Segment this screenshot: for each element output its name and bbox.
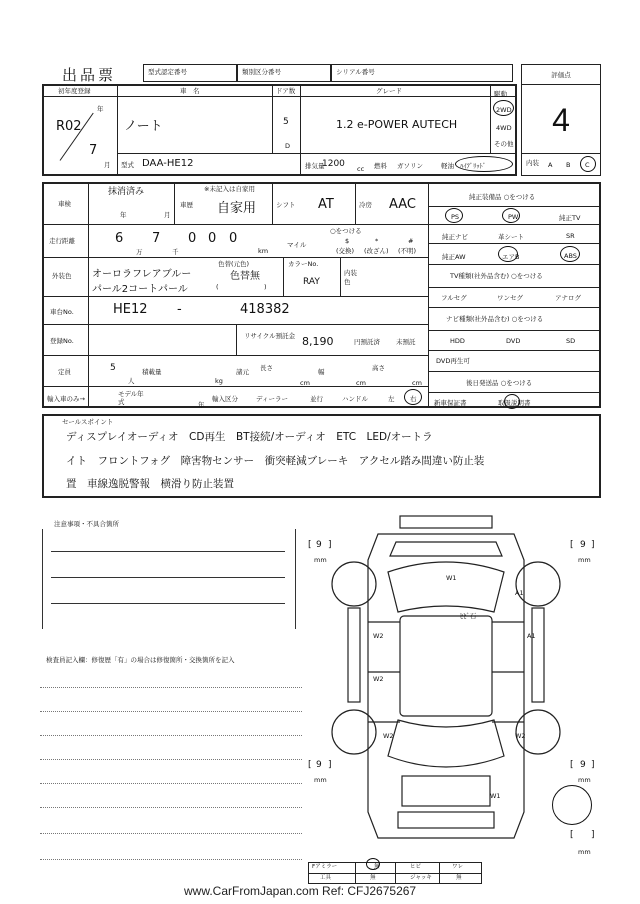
navi-title: ナビ種類(社外品含む) ○をつける: [446, 315, 544, 323]
mileage-unit: km: [258, 247, 269, 255]
rear-bumper-shape: [398, 812, 494, 828]
interior-c-circle: [580, 156, 596, 172]
capacity-value: 5: [110, 363, 116, 373]
drive-2wd: 2WD: [496, 106, 512, 114]
legend-nashi-2: 無: [456, 875, 462, 881]
tire-fr-br: ]: [591, 540, 595, 550]
fuel-label: 燃料: [374, 162, 387, 170]
doors-unit: D: [285, 142, 291, 150]
dims-len: 長さ: [260, 364, 273, 372]
tire-fr-unit: mm: [578, 556, 591, 564]
later-title: 後日発送品 ○をつける: [466, 379, 533, 387]
footer-watermark: www.CarFromJapan.com Ref: CFJ2675267: [184, 884, 417, 898]
history-value: 自家用: [217, 201, 257, 216]
recycle-no: 未預託: [396, 338, 416, 346]
tire-sp-br: ]: [591, 830, 595, 840]
damage-w2-l2: W2: [373, 675, 384, 683]
mileage-u1: 万: [136, 248, 143, 256]
shift-value: AT: [318, 197, 334, 212]
mileage-label: 走行距離: [49, 237, 75, 245]
mileage-unknown: (不明): [398, 247, 417, 255]
doors-value: 5: [283, 117, 289, 127]
frame-label: 車台No.: [50, 308, 74, 316]
engine-unit: cc: [357, 165, 365, 173]
damage-w2-lb: W2: [383, 732, 394, 740]
later-manual: 取扱説明書: [498, 399, 531, 407]
wheel-fl: [332, 562, 376, 606]
damage-chip: ﾋﾋﾞ石: [460, 612, 477, 620]
reg-year-unit: 年: [97, 105, 104, 113]
damage-w2-rb: W2: [515, 732, 526, 740]
inspection-year: 年: [120, 211, 127, 219]
mileage-d3: 0: [188, 231, 197, 246]
damage-w1-front: W1: [446, 574, 457, 582]
engine-label: 排気量: [305, 162, 325, 170]
tv-full: フルセグ: [441, 294, 467, 302]
fuel-diesel: 軽油: [441, 162, 454, 170]
equip-abs-circle: [560, 246, 580, 262]
model-label: 型式: [121, 161, 134, 169]
legend-ware: ワレ: [452, 864, 464, 870]
tire-rr-unit: mm: [578, 776, 591, 784]
drive-2wd-circle: [493, 100, 514, 116]
legend-fm: Fアミラー: [312, 864, 338, 870]
legend-nashi-3: 無: [374, 864, 380, 870]
ac-value: AAC: [389, 197, 416, 212]
color-paren-l: (: [216, 283, 219, 291]
import-type-label: 輸入区分: [212, 395, 238, 403]
sales-line-2: イト フロントフォグ 障害物センサー 衝突軽減ブレーキ アクセル踏み間違い防止装: [66, 455, 485, 467]
tire-rr-value: 9: [580, 760, 586, 770]
inspection-month: 月: [164, 211, 171, 219]
model-value: DAA-HE12: [142, 158, 194, 169]
repaint-value: 色替無: [230, 271, 260, 282]
sales-line-1: ディスプレイオーディオ CD再生 BT接続/オーディオ ETC LED/オートラ: [66, 431, 433, 443]
color-value-1: オーロラフレアブルー: [92, 269, 192, 280]
roof-shape: [400, 616, 492, 716]
drive-label: 駆動: [494, 90, 507, 98]
rear-window-shape: [388, 720, 504, 767]
interior-label: 内装: [526, 159, 539, 167]
reg-month-unit: 月: [104, 161, 111, 169]
handle-left: 左: [388, 395, 395, 403]
damage-w2-l1: W2: [373, 632, 384, 640]
later-manual-circle: [504, 394, 520, 409]
tire-fl-br: ]: [328, 540, 332, 550]
load-label: 積載量: [142, 368, 162, 376]
front-bumper-shape: [400, 516, 492, 528]
mileage-d4: 0: [208, 231, 217, 246]
type-cert-label: 型式認定番号: [148, 68, 187, 76]
model-year-unit: 年: [198, 401, 205, 409]
dims-label: 諸元: [236, 368, 249, 376]
equip-pw-circle: [502, 208, 520, 223]
grade-label: グレード: [376, 87, 402, 95]
history-label: 車歴: [180, 201, 193, 209]
sales-title: セールスポイント: [62, 418, 114, 426]
tire-fl-unit: mm: [314, 556, 327, 564]
import-label: 輸入車のみ→: [47, 395, 85, 403]
drive-4wd: 4WD: [496, 124, 512, 132]
hood-shape: [390, 542, 502, 556]
equip-ps: PS: [451, 213, 460, 221]
frame-prefix: HE12: [113, 302, 148, 317]
handle-right: 右: [410, 395, 417, 403]
mileage-sym2: *: [375, 237, 379, 245]
dims-len-cm: cm: [300, 379, 310, 387]
equip-airbag-circle: [498, 246, 518, 262]
regno-label: 登録No.: [50, 337, 74, 345]
handle-label: ハンドル: [342, 395, 368, 403]
engine-value: 1200: [322, 159, 345, 169]
drive-other: その他: [494, 140, 514, 148]
score-value: 4: [552, 101, 570, 138]
category-box: [237, 64, 331, 82]
interior-a: A: [548, 161, 553, 169]
notes-box: [42, 529, 296, 629]
notes-title: 注意事項・不具合箇所: [54, 520, 119, 528]
tire-rr-br: ]: [591, 760, 595, 770]
legend-jack: ジャッキ: [410, 875, 432, 881]
color-label: 外装色: [52, 272, 72, 280]
frame-dash: -: [177, 302, 182, 317]
serial-box: [331, 64, 513, 82]
color-paren-r: ): [264, 283, 267, 291]
tire-rr-bl: [: [570, 760, 574, 770]
inspector-note: 検査員記入欄：修復歴「有」の場合は修復箇所・交換箇所を記入: [46, 656, 235, 664]
legend-nashi-1: 無: [370, 875, 376, 881]
navi-dvd: DVD: [506, 337, 521, 345]
dims-hei: 高さ: [372, 364, 385, 372]
sill-left: [348, 608, 360, 702]
tire-fl-bl: [: [308, 540, 312, 550]
dims-hei-cm: cm: [412, 379, 422, 387]
type-cert-box: [143, 64, 237, 82]
legend-hibi: ヒビ: [410, 864, 422, 870]
legend-circle: [366, 858, 380, 870]
equip-abs: ABS: [564, 252, 577, 260]
windshield-shape: [388, 562, 504, 612]
mileage-mile: マイル: [287, 241, 307, 249]
damage-a1-r: A1: [527, 632, 536, 640]
tv-analog: アナログ: [555, 294, 581, 302]
recycle-value: 8,190: [302, 335, 334, 348]
wheel-rl: [332, 710, 376, 754]
fuel-gasoline: ガソリン: [397, 162, 423, 170]
inspection-label: 車検: [58, 200, 71, 208]
trunk-shape: [402, 776, 490, 806]
tire-fr-bl: [: [570, 540, 574, 550]
navi-dvd-play: DVD再生可: [436, 357, 470, 365]
dims-wid-cm: cm: [356, 379, 366, 387]
dims-wid: 幅: [318, 368, 325, 376]
wheel-fr: [516, 562, 560, 606]
legend-tool: 工具: [320, 875, 332, 881]
fuel-hybrid: ﾊｲﾌﾞﾘｯﾄﾞ: [460, 162, 486, 170]
capacity-unit: 人: [128, 377, 135, 385]
equip-sr: SR: [566, 232, 575, 240]
equip-leather: 革シート: [498, 233, 524, 241]
mileage-d2: 7: [152, 231, 161, 246]
equip-ps-circle: [445, 208, 463, 223]
score-box: [521, 64, 601, 176]
equip-airbag: エアB: [502, 253, 520, 261]
model-year-label: モデル年式: [118, 390, 144, 406]
later-warranty: 新車保証書: [434, 399, 467, 407]
car-damage-diagram: [318, 512, 574, 862]
color-value-2: パール2コートパール: [92, 284, 188, 295]
equip-navi: 純正ナビ: [442, 233, 468, 241]
car-name-label: 車 名: [180, 87, 200, 95]
mileage-circle-note: ○をつける: [330, 227, 362, 235]
page-title: 出品票: [62, 66, 117, 84]
mileage-u2: 千: [172, 248, 179, 256]
interior-color-label: 内装色: [344, 269, 357, 286]
navi-hdd: HDD: [450, 337, 465, 345]
capacity-label: 定員: [58, 368, 71, 376]
load-unit: kg: [215, 377, 223, 385]
reg-month: 7: [89, 143, 98, 158]
inspection-value: 抹消済み: [108, 187, 145, 197]
tire-fr-value: 9: [580, 540, 586, 550]
mileage-d1: 6: [115, 231, 124, 246]
equip-aw: 純正AW: [442, 253, 466, 261]
category-label: 類別区分番号: [242, 68, 281, 76]
tire-sp-unit: mm: [578, 848, 591, 856]
fuel-hybrid-circle: [455, 156, 513, 172]
reg-label: 初年度登録: [58, 87, 91, 95]
mileage-d5: 0: [229, 231, 238, 246]
navi-sd: SD: [566, 337, 576, 345]
import-parallel: 並行: [310, 395, 323, 403]
tire-sp-bl: [: [570, 830, 574, 840]
tv-title: TV種類(社外品含む) ○をつける: [450, 272, 543, 280]
color-code: RAY: [303, 277, 320, 287]
tire-rl-value: 9: [316, 760, 322, 770]
serial-label: シリアル番号: [336, 68, 375, 76]
handle-right-circle: [404, 389, 422, 405]
tire-fl-value: 9: [316, 540, 322, 550]
sales-line-3: 置 車線逸脱警報 横滑り防止装置: [66, 478, 234, 490]
grade-value: 1.2 e-POWER AUTECH: [336, 118, 458, 131]
tv-one: ワンセグ: [497, 294, 523, 302]
tire-rl-br: ]: [328, 760, 332, 770]
interior-c: C: [585, 161, 590, 169]
equip-pw: PW: [508, 213, 519, 221]
doors-label: ドア数: [276, 87, 296, 95]
equip-title: 純正装備品 ○をつける: [469, 193, 536, 201]
history-note: ※未記入は自家用: [204, 185, 255, 193]
mileage-changed: (改ざん): [364, 247, 389, 255]
mileage-exchange: (交換): [336, 247, 355, 255]
sill-right: [532, 608, 544, 702]
damage-a1-fr: A1: [515, 589, 524, 597]
reg-era: R02: [56, 119, 82, 134]
damage-w1-rear: W1: [490, 792, 501, 800]
recycle-unit: 円預託済: [354, 338, 380, 346]
color-code-label: カラーNo.: [288, 260, 319, 268]
import-dealer: ディーラー: [256, 395, 288, 403]
ac-label: 冷房: [359, 201, 372, 209]
frame-number: 418382: [240, 302, 290, 317]
mileage-sym1: $: [345, 237, 350, 245]
shift-label: シフト: [276, 201, 296, 209]
score-label: 評価点: [522, 65, 600, 85]
repaint-note: 色替(元色): [218, 260, 250, 268]
tire-rl-unit: mm: [314, 776, 327, 784]
recycle-label: リサイクル預託金: [244, 332, 296, 340]
interior-b: B: [566, 161, 571, 169]
mileage-sym3: #: [408, 237, 414, 245]
tire-rl-bl: [: [308, 760, 312, 770]
equip-tv: 純正TV: [559, 214, 581, 222]
car-name: ノート: [124, 119, 163, 134]
